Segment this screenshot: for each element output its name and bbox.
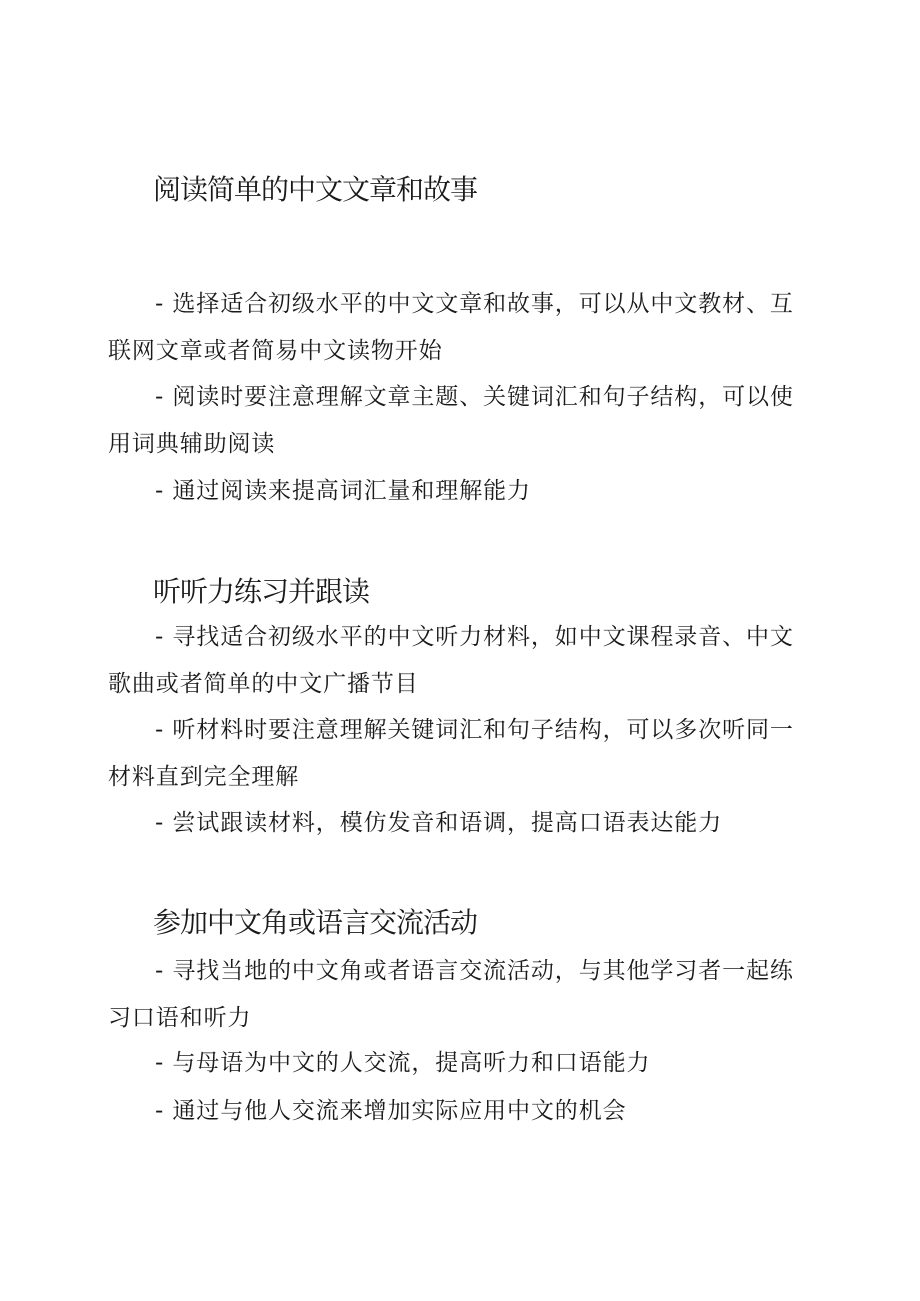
section-heading-reading: 阅读简单的中文文章和故事 xyxy=(153,173,478,206)
section-heading-listening: 听听力练习并跟读 xyxy=(153,575,370,608)
bullet-paragraph: - 通过与他人交流来增加实际应用中文的机会 xyxy=(155,1098,627,1124)
bullet-paragraph: - 尝试跟读材料，模仿发音和语调，提高口语表达能力 xyxy=(155,810,723,836)
bullet-paragraph: - 通过阅读来提高词汇量和理解能力 xyxy=(155,478,531,504)
bullet-paragraph: - 听材料时要注意理解关键词汇和句子结构，可以多次听同一材料直到完全理解 xyxy=(108,717,794,790)
bullet-paragraph: - 与母语为中文的人交流，提高听力和口语能力 xyxy=(155,1050,651,1076)
bullet-paragraph: - 选择适合初级水平的中文文章和故事，可以从中文教材、互联网文章或者简易中文读物开始 xyxy=(108,291,794,364)
section-heading-exchange: 参加中文角或语言交流活动 xyxy=(153,906,478,939)
bullet-paragraph: - 阅读时要注意理解文章主题、关键词汇和句子结构，可以使用词典辅助阅读 xyxy=(108,384,794,457)
bullet-paragraph: - 寻找当地的中文角或者语言交流活动，与其他学习者一起练习口语和听力 xyxy=(108,958,794,1031)
bullet-paragraph: - 寻找适合初级水平的中文听力材料，如中文课程录音、中文歌曲或者简单的中文广播节目 xyxy=(108,624,794,697)
